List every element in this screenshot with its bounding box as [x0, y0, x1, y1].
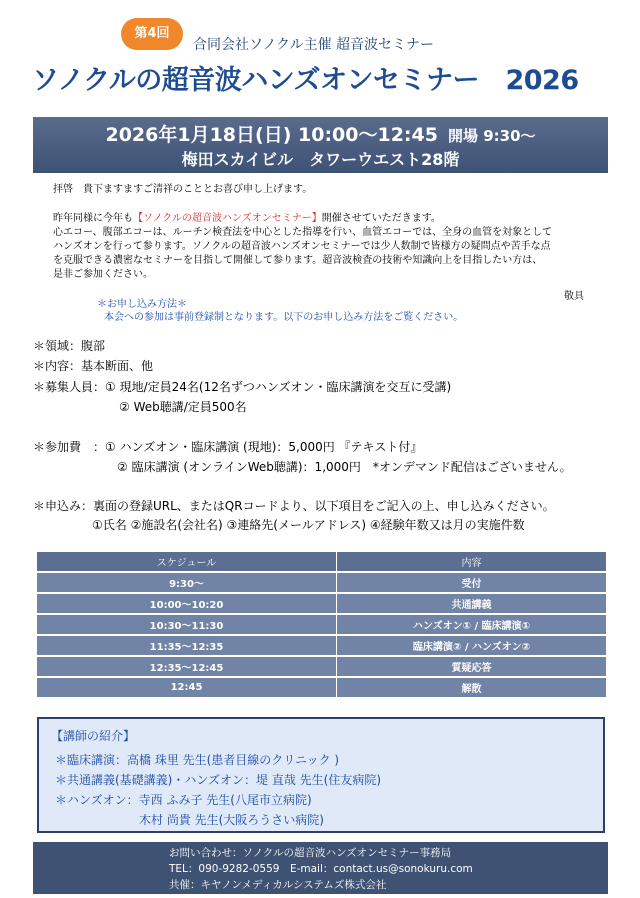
lecturers-box — [37, 717, 605, 833]
schedule-time: 9:30～ — [37, 573, 337, 592]
detail-recruit-web: ② Web聴講/定員500名 — [119, 400, 247, 414]
lecturer-clinical: ＊臨床講演：高橋 珠里 先生(患者目線のクリニック ) — [55, 753, 340, 767]
date-line — [33, 120, 608, 147]
detail-fee-web: ② 臨床講演 (オンラインWeb聴講)：1,000円 *オンデマンド配信はございません。 — [117, 460, 572, 474]
application-text: 本会への参加は事前登録制となります。以下のお申し込み方法をご覧ください。 — [104, 312, 464, 323]
schedule-time: 10:00～10:20 — [37, 594, 337, 613]
date-venue-banner — [33, 117, 608, 173]
schedule-content: 臨床講演② / ハンズオン② — [337, 636, 606, 655]
letter-line-5: 是非ご参加ください。 — [53, 269, 153, 280]
cosponsor: 共催：キヤノンメディカルシステムズ株式会社 — [169, 879, 387, 891]
schedule-row — [37, 657, 606, 676]
organizer-text: 合同会社ソノクル主催 超音波セミナー — [193, 37, 435, 53]
lecturer-handson-1: ＊ハンズオン：寺西 ふみ子 先生(八尾市立病院) — [55, 793, 312, 807]
schedule-header-content: 内容 — [337, 552, 606, 571]
detail-fee-onsite: ＊参加費 ：① ハンズオン・臨床講演 (現地)：5,000円 『テキスト付』 — [33, 440, 423, 454]
event-date: 2026年1月18日(日) 10:00～12:45 — [105, 124, 438, 146]
schedule-content: 共通講義 — [337, 594, 606, 613]
letter-closing: 敬具 — [564, 291, 584, 302]
schedule-content: 受付 — [337, 573, 606, 592]
venue: 梅田スカイビル タワーウエスト28階 — [181, 150, 460, 169]
seminar-name-highlight: 【ソノクルの超音波ハンズオンセミナー】 — [133, 213, 322, 224]
schedule-time: 12:35～12:45 — [37, 657, 337, 676]
greeting: 拝啓 貴下ますますご清祥のこととお喜び申し上げます。 — [53, 184, 313, 195]
schedule-time: 11:35～12:35 — [37, 636, 337, 655]
page-title: ソノクルの超音波ハンズオンセミナー 2026 — [32, 65, 579, 96]
letter-line-3: ハンズオンを行って参ります。ソノクルの超音波ハンズオンセミナーでは少人数制で皆様方の疑問点や苦手な点 — [53, 241, 551, 252]
schedule-content: ハンズオン① / 臨床講演① — [337, 615, 606, 634]
letter-line-1 — [53, 212, 441, 226]
schedule-header-time: スケジュール — [37, 552, 337, 571]
schedule-row — [37, 573, 606, 592]
doors-open-time: 開場 9:30～ — [447, 127, 536, 145]
schedule-row — [37, 678, 606, 697]
detail-recruit-onsite: ＊募集人員：① 現地/定員24名(12名ずつハンズオン・臨床講演を交互に受講) — [33, 380, 452, 394]
schedule-content: 解散 — [337, 678, 606, 697]
schedule-header-row — [37, 552, 606, 571]
letter-line-2: 心エコー、腹部エコーは、ルーチン検査法を中心とした指導を行い、血管エコーでは、全身の血管を対象として — [53, 227, 553, 238]
schedule-row — [37, 615, 606, 634]
schedule-row — [37, 594, 606, 613]
schedule-table — [37, 550, 606, 699]
edition-badge: 第4回 — [121, 18, 183, 50]
schedule-row — [37, 636, 606, 655]
letter-line-1-pre: 昨年同様に今年も — [53, 213, 133, 224]
footer-contact — [33, 842, 608, 894]
application-heading: ＊お申し込み方法＊ — [97, 299, 187, 310]
schedule-content: 質疑応答 — [337, 657, 606, 676]
detail-content: ＊内容：基本断面、他 — [33, 359, 154, 373]
detail-apply-items: ①氏名 ②施設名(会社名) ③連絡先(メールアドレス) ④経験年数又は月の実施件数 — [92, 518, 525, 532]
contact-tel-email: TEL：090-9282-0559 E-mail：contact.us@sonokuru.com — [169, 863, 473, 875]
lecturer-handson-2: 木村 尚貴 先生(大阪ろうさい病院) — [139, 813, 324, 827]
contact-office: お問い合わせ：ソノクルの超音波ハンズオンセミナー事務局 — [169, 847, 452, 859]
lecturers-title: 【講師の紹介】 — [51, 729, 136, 743]
lecturer-common: ＊共通講義(基礎講義)・ハンズオン：堤 直哉 先生(住友病院) — [55, 773, 381, 787]
letter-line-4: を克服できる濃密なセミナーを目指して開催して参ります。超音波検査の技術や知識向上を目指したい方は、 — [53, 255, 543, 266]
schedule-time: 12:45 — [37, 678, 337, 697]
letter-line-1-post: 開催させていただきます。 — [321, 213, 441, 224]
detail-apply: ＊申込み：裏面の登録URL、またはQRコードより、以下項目をご記入の上、申し込みください。 — [33, 499, 555, 513]
detail-field: ＊領域：腹部 — [33, 339, 106, 353]
schedule-time: 10:30～11:30 — [37, 615, 337, 634]
